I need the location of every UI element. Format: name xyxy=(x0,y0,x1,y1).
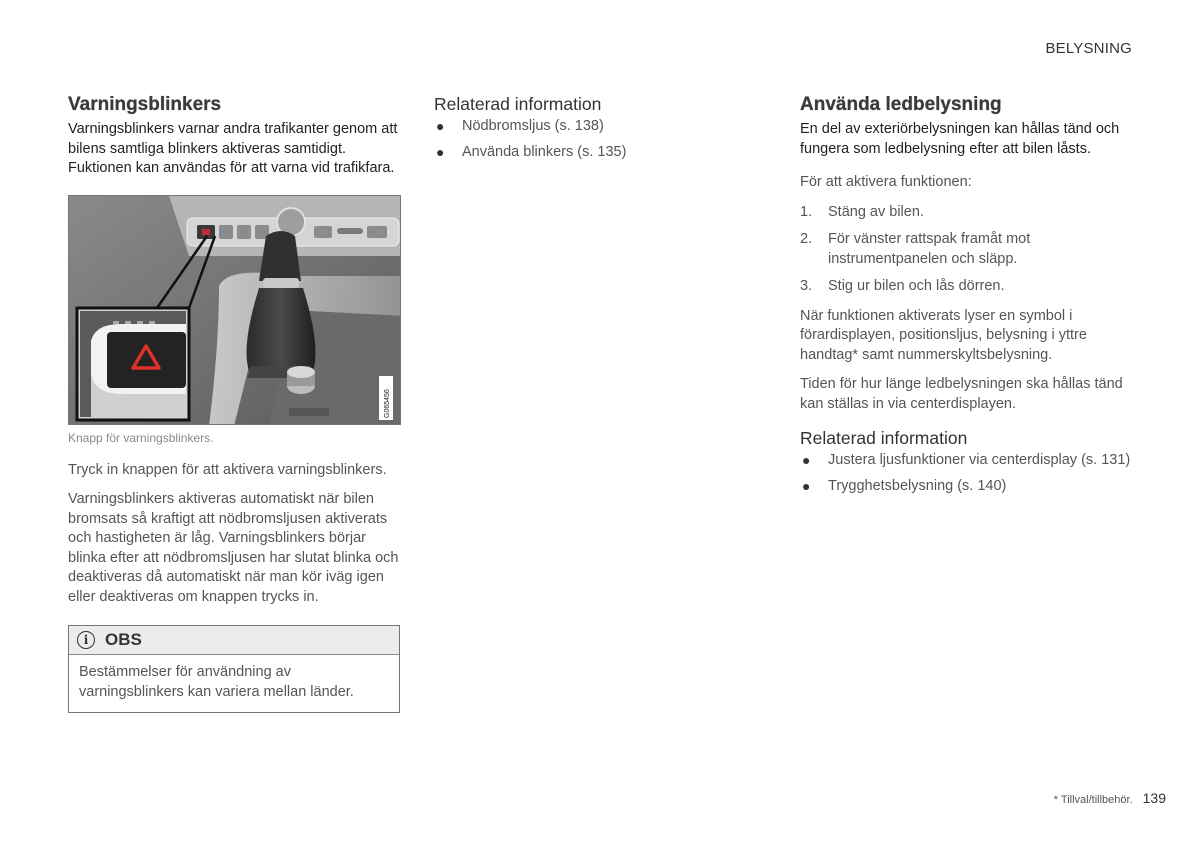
approach-paragraph-1: När funktionen aktiverats lyser en symbol i förardisplayen, positionsljus, belysning i yttre handtag* samt nummerskyltsbelysning. xyxy=(800,307,1087,363)
section-title-approach-lighting: Använda ledbelysning xyxy=(800,94,1002,115)
approach-lead: För att aktivera funktionen: xyxy=(800,174,972,190)
obs-note-header xyxy=(69,626,399,655)
hazard-button-photo xyxy=(68,195,401,425)
footnote: * Tillval/tillbehör. xyxy=(1053,794,1133,806)
page-footer xyxy=(1054,790,1166,806)
related-list xyxy=(434,117,754,162)
step-item: 3. Stig ur bilen och lås dörren. xyxy=(800,278,1005,294)
column-related-hazard xyxy=(434,94,754,168)
bullet-icon: ● xyxy=(802,477,811,494)
hazard-paragraph-1: Tryck in knappen för att aktivera varningsblinkers. xyxy=(68,461,387,478)
hazard-paragraph-2: Varningsblinkers aktiveras automatiskt när bilen bromsats så kraftigt att nödbromsljusen aktiverats och hastigheten är låg. Varningsblinkers börjar blinka efter att nödbromsljusen har slutat blinka och deaktiveras då automatiskt när man kör iväg igen eller deaktiveras om knappen trycks in. xyxy=(68,491,399,605)
column-approach-lighting xyxy=(800,94,1135,502)
approach-steps xyxy=(800,203,1135,297)
image-code: G065456 xyxy=(384,388,391,418)
hazard-intro: Varningsblinkers varnar andra trafikanter genom att bilens samtliga blinkers aktiveras samtidigt. Fuktionen kan användas för att varna vid trafikfara. xyxy=(68,121,398,176)
bullet-icon: ● xyxy=(436,143,445,160)
running-header: BELYSNING xyxy=(1045,40,1132,57)
related-link-emergency-brake-lights[interactable]: ● Nödbromsljus (s. 138) xyxy=(434,117,754,137)
page-number: 139 xyxy=(1142,790,1166,806)
obs-note-body: Bestämmelser för användning av varningsblinkers kan variera mellan länder. xyxy=(79,664,354,700)
related-list xyxy=(800,451,1135,496)
bullet-icon: ● xyxy=(802,452,811,468)
related-link-adjust-light-functions[interactable]: ● Justera ljusfunktioner via centerdisplay (s. 131) xyxy=(800,451,1135,471)
bullet-icon: ● xyxy=(436,118,445,134)
obs-note-box xyxy=(68,625,400,713)
approach-paragraph-2: Tiden för hur länge ledbelysningen ska hållas tänd kan ställas in via centerdisplayen. xyxy=(800,376,1123,412)
info-icon: i xyxy=(77,631,95,649)
related-link-home-safe-lighting[interactable]: ● Trygghetsbelysning (s. 140) xyxy=(800,477,1135,497)
column-hazard-lights xyxy=(68,94,401,713)
related-info-title: Relaterad information xyxy=(800,428,968,448)
related-link-use-turn-signals[interactable]: ● Använda blinkers (s. 135) xyxy=(434,143,754,163)
step-item: 2. För vänster rattspak framåt mot instrumentpanelen och släpp. xyxy=(800,231,1031,267)
figure-caption: Knapp för varningsblinkers. xyxy=(68,430,214,445)
step-item: 1. Stäng av bilen. xyxy=(800,203,924,220)
section-title-hazard: Varningsblinkers xyxy=(68,94,222,115)
related-info-title: Relaterad information xyxy=(434,94,602,114)
approach-intro: En del av exteriörbelysningen kan hållas tänd och fungera som ledbelysning efter att bilen låsts. xyxy=(800,121,1120,157)
obs-title: OBS xyxy=(105,630,142,649)
